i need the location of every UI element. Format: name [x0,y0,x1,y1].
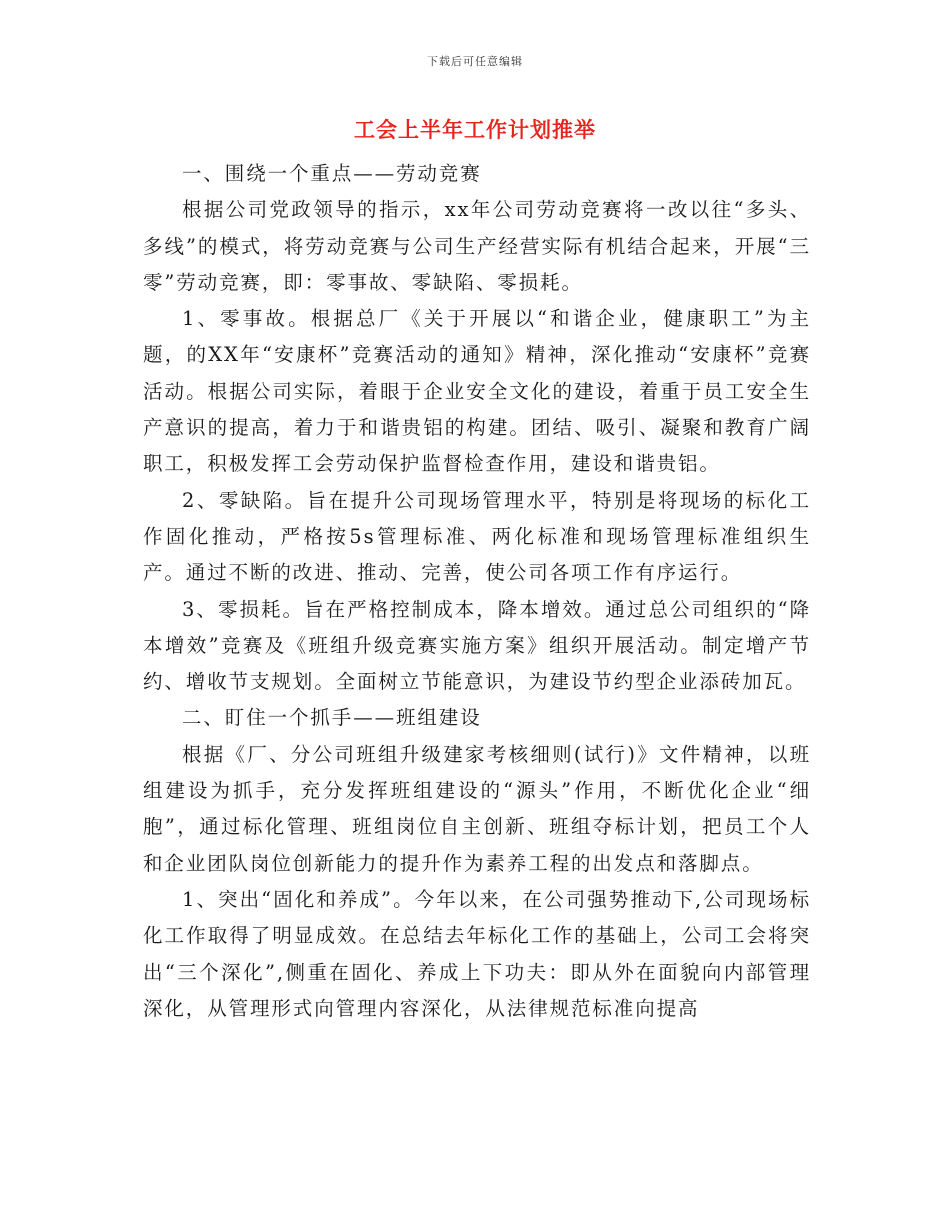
paragraph: 根据公司党政领导的指示，xx年公司劳动竞赛将一改以往“多头、多线”的模式，将劳动竞赛与公司生产经营实际有机结合起来，开展“三零”劳动竞赛，即：零事故、零缺陷、零损耗。 [143,198,811,294]
paragraph: 1、突出“固化和养成”。今年以来，在公司强势推动下,公司现场标化工作取得了明显成效。在总结去年标化工作的基础上，公司工会将突出“三个深化”,侧重在固化、养成上下功夫：即从外在面貌向内部管理深化，从管理形式向管理内容深化，从法律规范标准向提高 [143,887,811,1020]
section-heading-1: 一、围绕一个重点——劳动竞赛 [182,162,482,185]
document-body [143,156,811,1027]
section-heading-2: 二、盯住一个抓手——班组建设 [182,706,482,730]
paragraph: 3、零损耗。旨在严格控制成本，降本增效。通过总公司组织的“降本增效”竞赛及《班组升级竞赛实施方案》组织开展活动。制定增产节约、增收节支规划。全面树立节能意识，为建设节约型企业添砖加瓦。 [143,597,811,694]
paragraph: 1、零事故。根据总厂《关于开展以“和谐企业，健康职工”为主题，的XX年“安康杯”竞赛活动的通知》精神，深化推动“安康杯”竞赛活动。根据公司实际，着眼于企业安全文化的建设，着重于员工安全生产意识的提高，着力于和谐贵铝的构建。团结、吸引、凝聚和教育广阔职工，积极发挥工会劳动保护监督检查作用，建设和谐贵铝。 [143,307,811,476]
header-note: 下载后可任意编辑 [427,55,523,68]
paragraph: 根据《厂、分公司班组升级建家考核细则(试行)》文件精神，以班组建设为抓手，充分发挥班组建设的“源头”作用，不断优化企业“细胞”，通过标化管理、班组岗位自主创新、班组夺标计划，把员工个人和企业团队岗位创新能力的提升作为素养工程的出发点和落脚点。 [143,742,811,875]
paragraph: 2、零缺陷。旨在提升公司现场管理水平，特别是将现场的标化工作固化推动，严格按5s管理标准、两化标准和现场管理标准组织生产。通过不断的改进、推动、完善，使公司各项工作有序运行。 [143,488,811,585]
document-title: 工会上半年工作计划推举 [354,118,596,142]
